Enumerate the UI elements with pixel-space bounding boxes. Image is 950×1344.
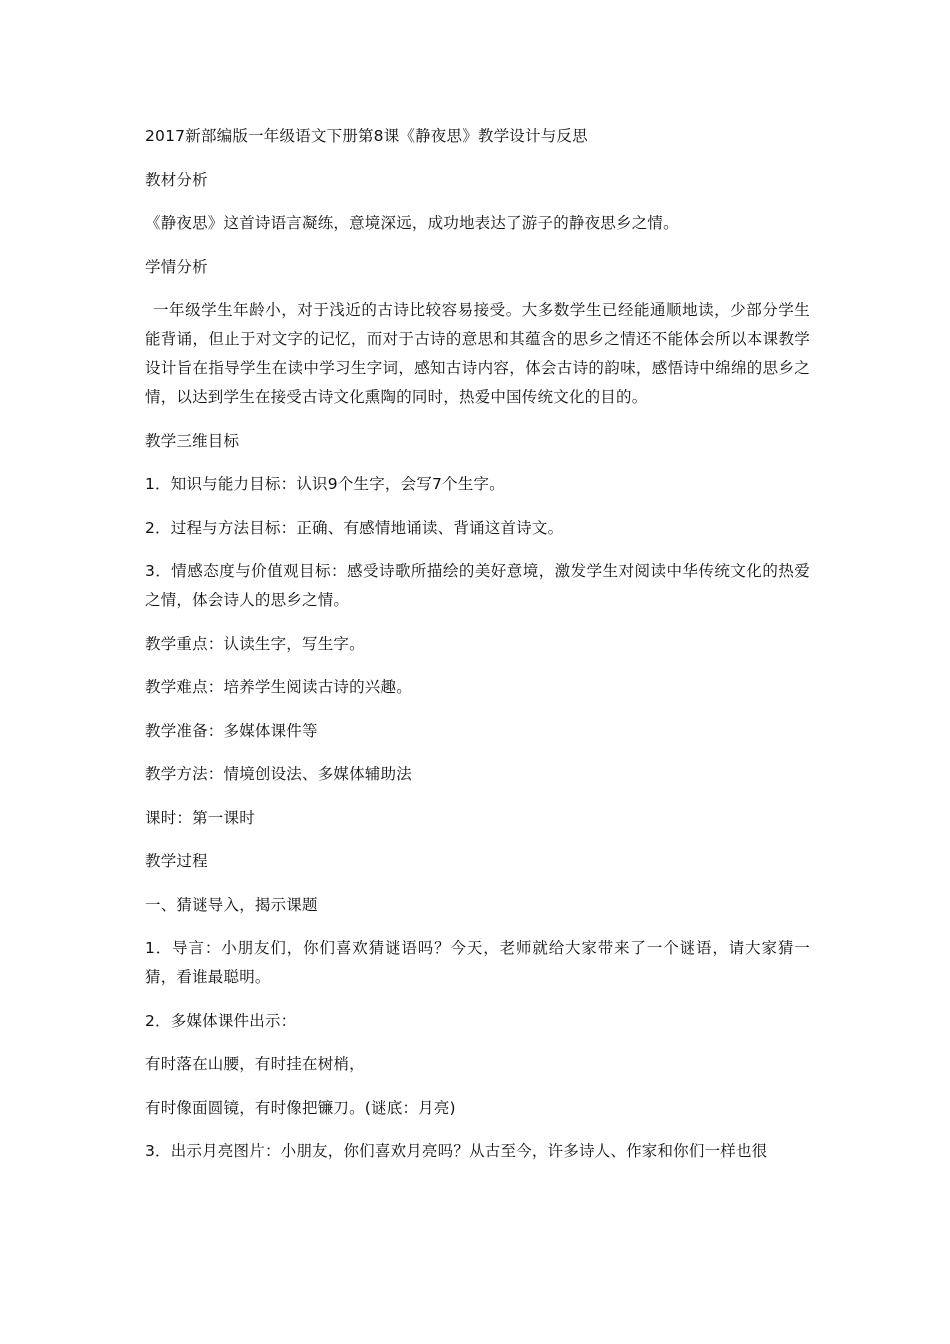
process-item-1: 1．导言：小朋友们，你们喜欢猜谜语吗？今天，老师就给大家带来了一个谜语，请大家猜一猜，看谁最聪明。 (145, 939, 810, 986)
teaching-preparation: 教学准备：多媒体课件等 (145, 721, 318, 740)
goal-item-3: 3．情感态度与价值观目标：感受诗歌所描绘的美好意境，激发学生对阅读中华传统文化的热爱之情，体会诗人的思乡之情。 (145, 562, 810, 609)
goal-item-2: 2．过程与方法目标：正确、有感情地诵读、背诵这首诗文。 (145, 518, 564, 537)
section-heading-teaching-goals: 教学三维目标 (145, 431, 240, 450)
teaching-difficulty: 教学难点：培养学生阅读古诗的兴趣。 (145, 678, 412, 696)
riddle-line-1: 有时落在山腰，有时挂在树梢， (145, 1055, 365, 1073)
process-item-3: 3．出示月亮图片：小朋友，你们喜欢月亮吗？从古至今，许多诗人、作家和你们一样也很 (145, 1142, 768, 1160)
section-heading-textbook-analysis: 教材分析 (145, 170, 208, 189)
goal-item-1: 1．知识与能力目标：认识9个生字，会写7个生字。 (145, 475, 505, 493)
paragraph-textbook-analysis: 《静夜思》这首诗语言凝练，意境深远，成功地表达了游子的静夜思乡之情。 (145, 214, 679, 232)
process-step-heading-1: 一、猜谜导入，揭示课题 (145, 895, 318, 914)
process-item-2: 2．多媒体课件出示： (145, 1011, 297, 1030)
class-period: 课时：第一课时 (145, 808, 255, 827)
document-title: 2017新部编版一年级语文下册第8课《静夜思》教学设计与反思 (145, 127, 588, 145)
teaching-method: 教学方法：情境创设法、多媒体辅助法 (145, 765, 412, 783)
paragraph-student-analysis: 一年级学生年龄小，对于浅近的古诗比较容易接受。大多数学生已经能通顺地读，少部分学生能背诵，但止于对文字的记忆，而对于古诗的意思和其蕴含的思乡之情还不能体会所以本课教学设计旨在指导学生在读中学习生字词，感知古诗内容，体会古诗的韵味，感悟诗中绵绵的思乡之情，以达到学生在接受古诗文化熏陶的同时，热爱中国传统文化的目的。 (145, 301, 810, 406)
section-heading-student-analysis: 学情分析 (145, 257, 208, 276)
document-body (145, 122, 810, 1181)
section-heading-teaching-process: 教学过程 (145, 852, 208, 870)
teaching-focus: 教学重点：认读生字，写生字。 (145, 634, 365, 653)
riddle-line-2: 有时像面圆镜，有时像把镰刀。(谜底：月亮) (145, 1098, 456, 1117)
